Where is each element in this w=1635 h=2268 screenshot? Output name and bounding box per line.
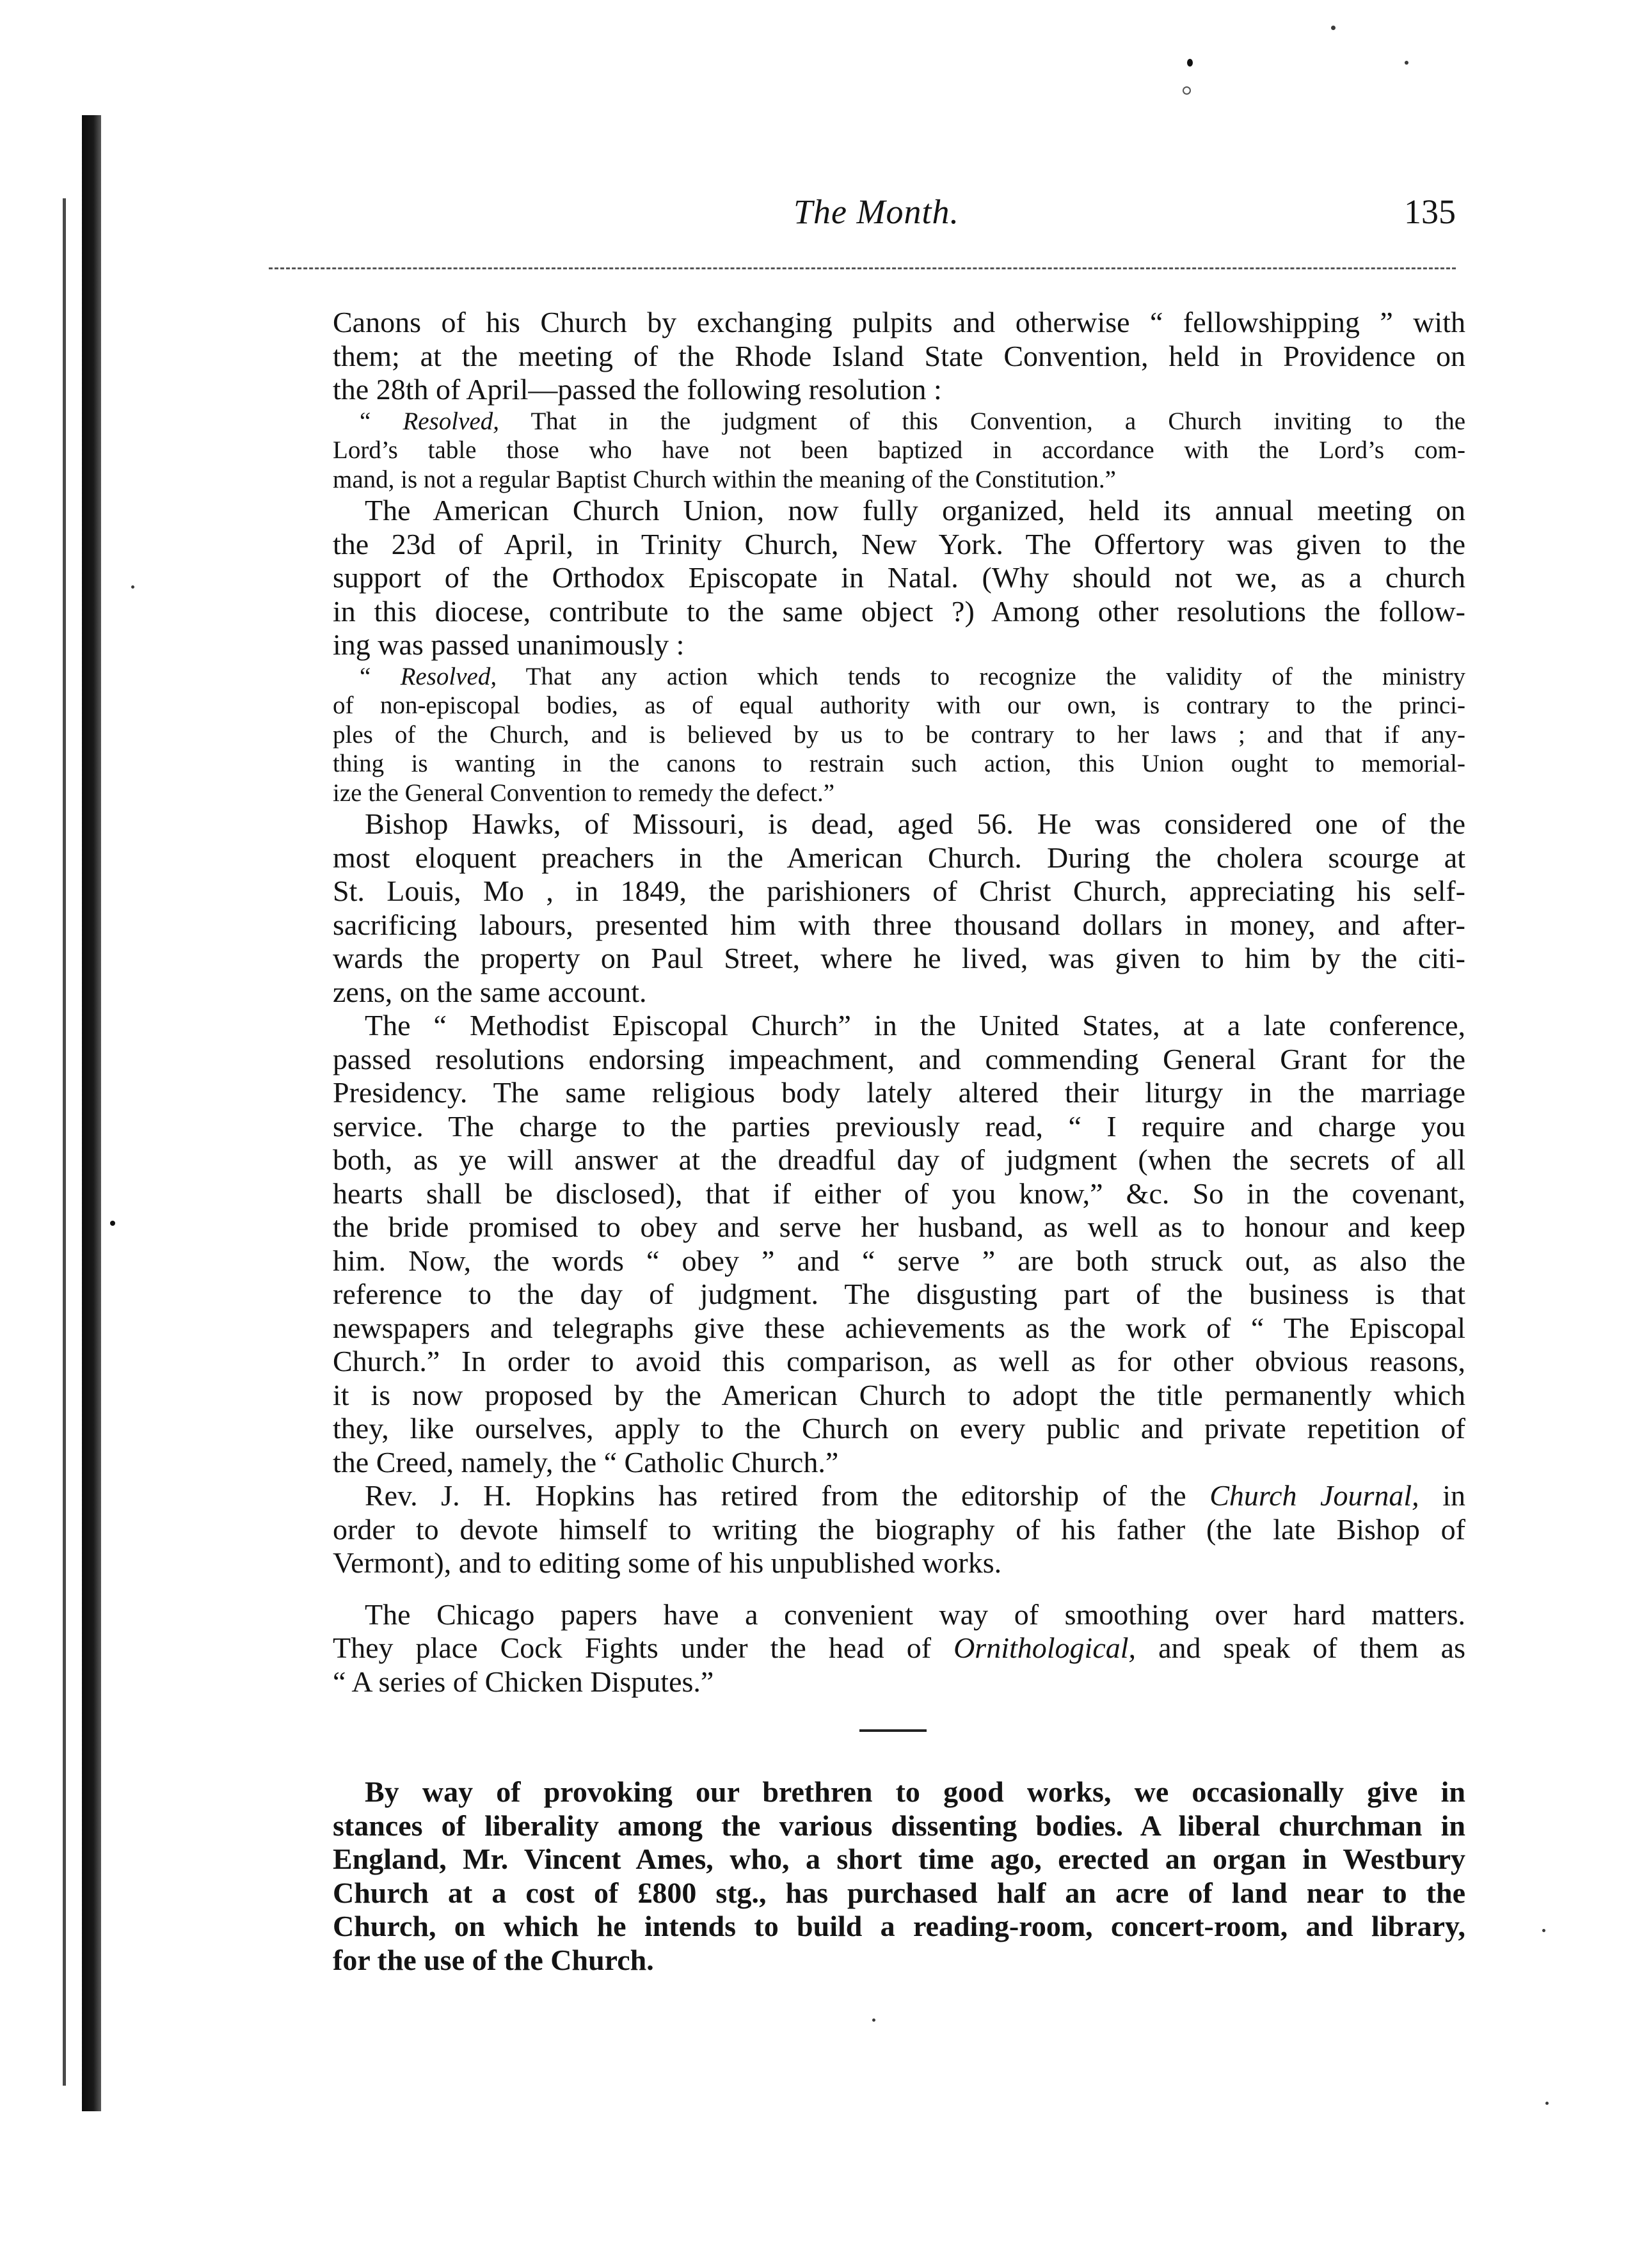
text-line: Church at a cost of £800 stg., has purchased half an acre of land near to the [333,1876,1465,1909]
text-line: By way of provoking our brethren to good works, we occasionally give in [365,1775,1465,1808]
running-title: The Month. [794,193,959,231]
para-hopkins [333,1479,1465,1580]
text-line: Canons of his Church by exchanging pulpits and otherwise “ fellowshipping ” with [333,306,1465,338]
header-rule [269,267,1456,269]
text-line: “ A series of Chicken Disputes.” [333,1665,714,1698]
scan-speck [1542,1929,1545,1932]
scan-speck [131,585,134,589]
scan-speck [1545,2102,1549,2105]
text-line: “ Resolved, That any action which tends to recognize the validity of the ministry [360,662,1465,690]
para-methodist [333,1009,1465,1479]
text-line: thing is wanting in the canons to restrain such action, this Union ought to memorial- [333,750,1465,777]
section-divider [859,1729,927,1732]
text-line: Church.” In order to avoid this comparison, as well as for other obvious reasons, [333,1345,1465,1377]
text-line: ples of the Church, and is believed by us to be contrary to her laws ; and that if any- [333,720,1465,749]
para-church-union [333,494,1465,662]
binding-edge-shadow [82,115,101,2111]
text-line: they, like ourselves, apply to the Church on every public and private repetition of [333,1412,1465,1445]
text-line: zens, on the same account. [333,975,647,1008]
text-line: Church, on which he intends to build a reading-room, concert-room, and library, [333,1910,1465,1942]
article-text [333,306,1465,1977]
text-line: order to devote himself to writing the biography of his father (the late Bishop of [333,1512,1465,1546]
text-line: The American Church Union, now fully organized, held its annual meeting on [365,494,1465,527]
text-line: the 28th of April—passed the following resolution : [333,373,942,406]
text-line: England, Mr. Vincent Ames, who, a short time ago, erected an organ in Westbury [333,1843,1465,1875]
text-line: sacrificing labours, presented him with three thousand dollars in money, and after- [333,908,1465,941]
text-line: passed resolutions endorsing impeachment, and commending General Grant for the [333,1042,1465,1075]
para-bishop-hawks [333,807,1465,1009]
text-line: wards the property on Paul Street, where he lived, was given to him by the citi- [333,942,1465,974]
para-liberality [333,1775,1465,1977]
page-number: 135 [1404,193,1456,231]
binding-edge-line [63,198,66,2086]
text-line: the Creed, namely, the “ Catholic Church.” [333,1445,839,1479]
text-line: The “ Methodist Episcopal Church” in the United States, at a late conference, [365,1009,1465,1042]
text-line: Bishop Hawks, of Missouri, is dead, aged 56. He was considered one of the [365,807,1465,840]
scan-speck [110,1221,115,1226]
scan-speck [1183,86,1191,95]
text-line: hearts shall be disclosed), that if either of you know,” &c. So in the covenant, [333,1177,1465,1210]
text-line: newspapers and telegraphs give these achievements as the work of “ The Episcopal [333,1311,1465,1344]
text-line: stances of liberality among the various dissenting bodies. A liberal churchman in [333,1809,1465,1842]
text-line: They place Cock Fights under the head of Ornithological, and speak of them as [333,1631,1465,1664]
text-line: St. Louis, Mo , in 1849, the parishioners of Christ Church, appreciating his self- [333,875,1465,907]
text-line: support of the Orthodox Episcopate in Natal. (Why should not we, as a church [333,561,1465,594]
scan-speck [1405,61,1408,65]
para-convention [333,306,1465,407]
text-line: for the use of the Church. [333,1943,654,1976]
running-head [346,192,1456,243]
text-line: of non-episcopal bodies, as of equal authority with our own, is contrary to the princi- [333,692,1465,719]
text-line: ing was passed unanimously : [333,628,685,661]
text-line: the bride promised to obey and serve her husband, as well as to honour and keep [333,1210,1465,1243]
scan-speck [1331,26,1336,30]
text-line: service. The charge to the parties previously read, “ I require and charge you [333,1109,1465,1143]
scan-speck [1187,59,1193,67]
text-line: The Chicago papers have a convenient way of smoothing over hard matters. [365,1598,1465,1631]
text-line: Vermont), and to editing some of his unpublished works. [333,1546,1002,1579]
text-line: Presidency. The same religious body lately altered their liturgy in the marriage [333,1076,1465,1109]
text-line: it is now proposed by the American Church to adopt the title permanently which [333,1378,1465,1411]
text-line: “ Resolved, That in the judgment of this Convention, a Church inviting to the [360,407,1466,435]
scan-speck [872,2018,875,2022]
text-line: Rev. J. H. Hopkins has retired from the editorship of the Church Journal, in [365,1479,1465,1512]
quote-resolution-1 [333,407,1465,495]
text-line: ize the General Convention to remedy the defect.” [333,779,834,807]
text-line: reference to the day of judgment. The disgusting part of the business is that [333,1278,1465,1310]
text-line: them; at the meeting of the Rhode Island State Convention, held in Providence on [333,339,1465,372]
text-line: the 23d of April, in Trinity Church, New York. The Offertory was given to the [333,527,1465,560]
text-line: both, as ye will answer at the dreadful day of judgment (when the secrets of all [333,1143,1465,1176]
text-line: most eloquent preachers in the American Church. During the cholera scourge at [333,841,1465,874]
text-line: him. Now, the words “ obey ” and “ serve ” are both struck out, as also the [333,1244,1465,1277]
para-chicago [333,1598,1465,1699]
text-line: in this diocese, contribute to the same object ?) Among other resolutions the follow- [333,594,1465,628]
quote-resolution-2 [333,662,1465,808]
text-line: mand, is not a regular Baptist Church within the meaning of the Constitution.” [333,465,1116,493]
text-line: Lord’s table those who have not been baptized in accordance with the Lord’s com- [333,436,1465,464]
